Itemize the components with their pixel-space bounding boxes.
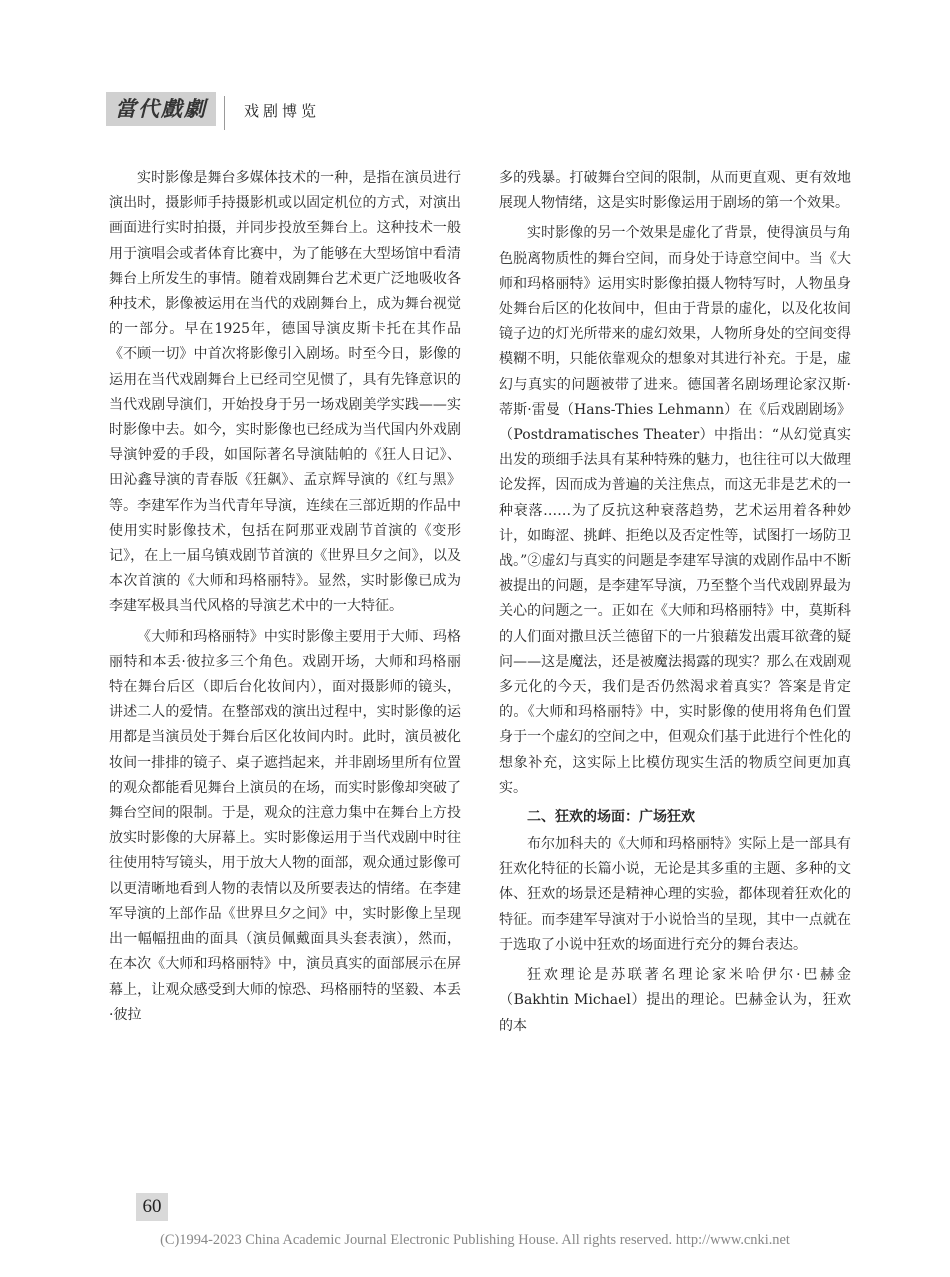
left-column [109,166,461,1028]
paragraph: 狂欢理论是苏联著名理论家米哈伊尔·巴赫金（Bakhtin Michael）提出的理论。巴赫金认为，狂欢的本 [499,967,851,1034]
paragraph: 《大师和玛格丽特》中实时影像主要用于大师、玛格丽特和本丢·彼拉多三个角色。戏剧开场，大师和玛格丽特在舞台后区（即后台化妆间内），面对摄影师的镜头，讲述二人的爱情。在整部戏的演出过程中，实时影像的运用都是当演员处于舞台后区化妆间内时。此时，演员被化妆间一排排的镜子、桌子遮挡起来，并非剧场里所有位置的观众都能看见舞台上演员的在场，而实时影像却突破了舞台空间的限制。于是，观众的注意力集中在舞台上方投放实时影像的大屏幕上。实时影像运用于当代戏剧中时往往使用特写镜头，用于放大人物的面部，观众通过影像可以更清晰地看到人物的表情以及所要表达的情绪。在李建军导演的上部作品《世界旦夕之间》中，实时影像上呈现出一幅幅扭曲的面具（演员佩戴面具头套表演），然而，在本次《大师和玛格丽特》中，演员真实的面部展示在屏幕上，让观众感受到大师的惊恐、玛格丽特的坚毅、本丢·彼拉 [109,628,461,1023]
right-column [499,166,851,1039]
paragraph-continuation: 多的残暴。打破舞台空间的限制，从而更直观、更有效地展现人物情绪，这是实时影像运用于剧场的第一个效果。 [499,170,851,212]
copyright-footer: (C)1994-2023 China Academic Journal Electronic Publishing House. All rights reserved. http://www.cnki.net [160,1232,790,1248]
paragraph: 实时影像的另一个效果是虚化了背景，使得演员与角色脱离物质性的舞台空间，而身处于诗意空间中。当《大师和玛格丽特》运用实时影像拍摄人物特写时，人物虽身处舞台后区的化妆间中，但由于背景的虚化，以及化妆间镜子边的灯光所带来的虚幻效果，人物所身处的空间变得模糊不明，只能依靠观众的想象对其进行补充。于是，虚幻与真实的问题被带了进来。德国著名剧场理论家汉斯·蒂斯·雷曼（Hans-Thies Lehmann）在《后戏剧剧场》（Postdramatisches Theater）中指出：“从幻觉真实出发的琐细手法具有某种特殊的魅力，也往往可以大做理论发挥，因而成为普遍的关注焦点，而这无非是艺术的一种衰落……为了反抗这种衰落趋势，艺术运用着各种妙计，如晦涩、挑衅、拒绝以及否定性等，试图打一场防卫战。”②虚幻与真实的问题是李建军导演的戏剧作品中不断被提出的问题，是李建军导演，乃至整个当代戏剧界最为关心的问题之一。正如在《大师和玛格丽特》中，莫斯科的人们面对撒旦沃兰德留下的一片狼藉发出震耳欲聋的疑问——这是魔法，还是被魔法揭露的现实？那么在戏剧观多元化的今天，我们是否仍然渴求着真实？答案是肯定的。《大师和玛格丽特》中，实时影像的使用将角色们置身于一个虚幻的空间之中，但观众们基于此进行个性化的想象补充，这实际上比模仿现实生活的物质空间更加真实。 [499,225,851,796]
section-label: 戏剧博览 [244,102,321,120]
paragraph: 实时影像是舞台多媒体技术的一种，是指在演员进行演出时，摄影师手持摄影机或以固定机位的方式，对演出画面进行实时拍摄，并同步投放至舞台上。这种技术一般用于演唱会或者体育比赛中，为了能够在大型场馆中看清舞台上所发生的事情。随着戏剧舞台艺术更广泛地吸收各种技术，影像被运用在当代的戏剧舞台上，成为舞台视觉的一部分。早在1925年，德国导演皮斯卡托在其作品《不顾一切》中首次将影像引入剧场。时至今日，影像的运用在当代戏剧舞台上已经司空见惯了，具有先锋意识的当代戏剧导演们，开始投身于另一场戏剧美学实践——实时影像中去。如今，实时影像也已经成为当代国内外戏剧导演钟爱的手段，如国际著名导演陆帕的《狂人日记》、田沁鑫导演的青春版《狂飙》、孟京辉导演的《红与黑》等。李建军作为当代青年导演，连续在三部近期的作品中使用实时影像技术，包括在阿那亚戏剧节首演的《变形记》，在上一届乌镇戏剧节首演的《世界旦夕之间》，以及本次首演的《大师和玛格丽特》。显然，实时影像已成为李建军极具当代风格的导演艺术中的一大特征。 [109,170,461,615]
journal-logo: 當代戲劇 [106,92,216,126]
section-heading: 二、狂欢的场面：广场狂欢 [527,809,695,826]
header-divider [224,96,225,130]
page-number: 60 [136,1193,168,1221]
page-header [106,92,346,130]
paragraph: 布尔加科夫的《大师和玛格丽特》实际上是一部具有狂欢化特征的长篇小说，无论是其多重的主题、多种的文体、狂欢的场景还是精神心理的实验，都体现着狂欢化的特征。而李建军导演对于小说恰当的呈现，其中一点就在于选取了小说中狂欢的场面进行充分的舞台表达。 [499,836,851,953]
